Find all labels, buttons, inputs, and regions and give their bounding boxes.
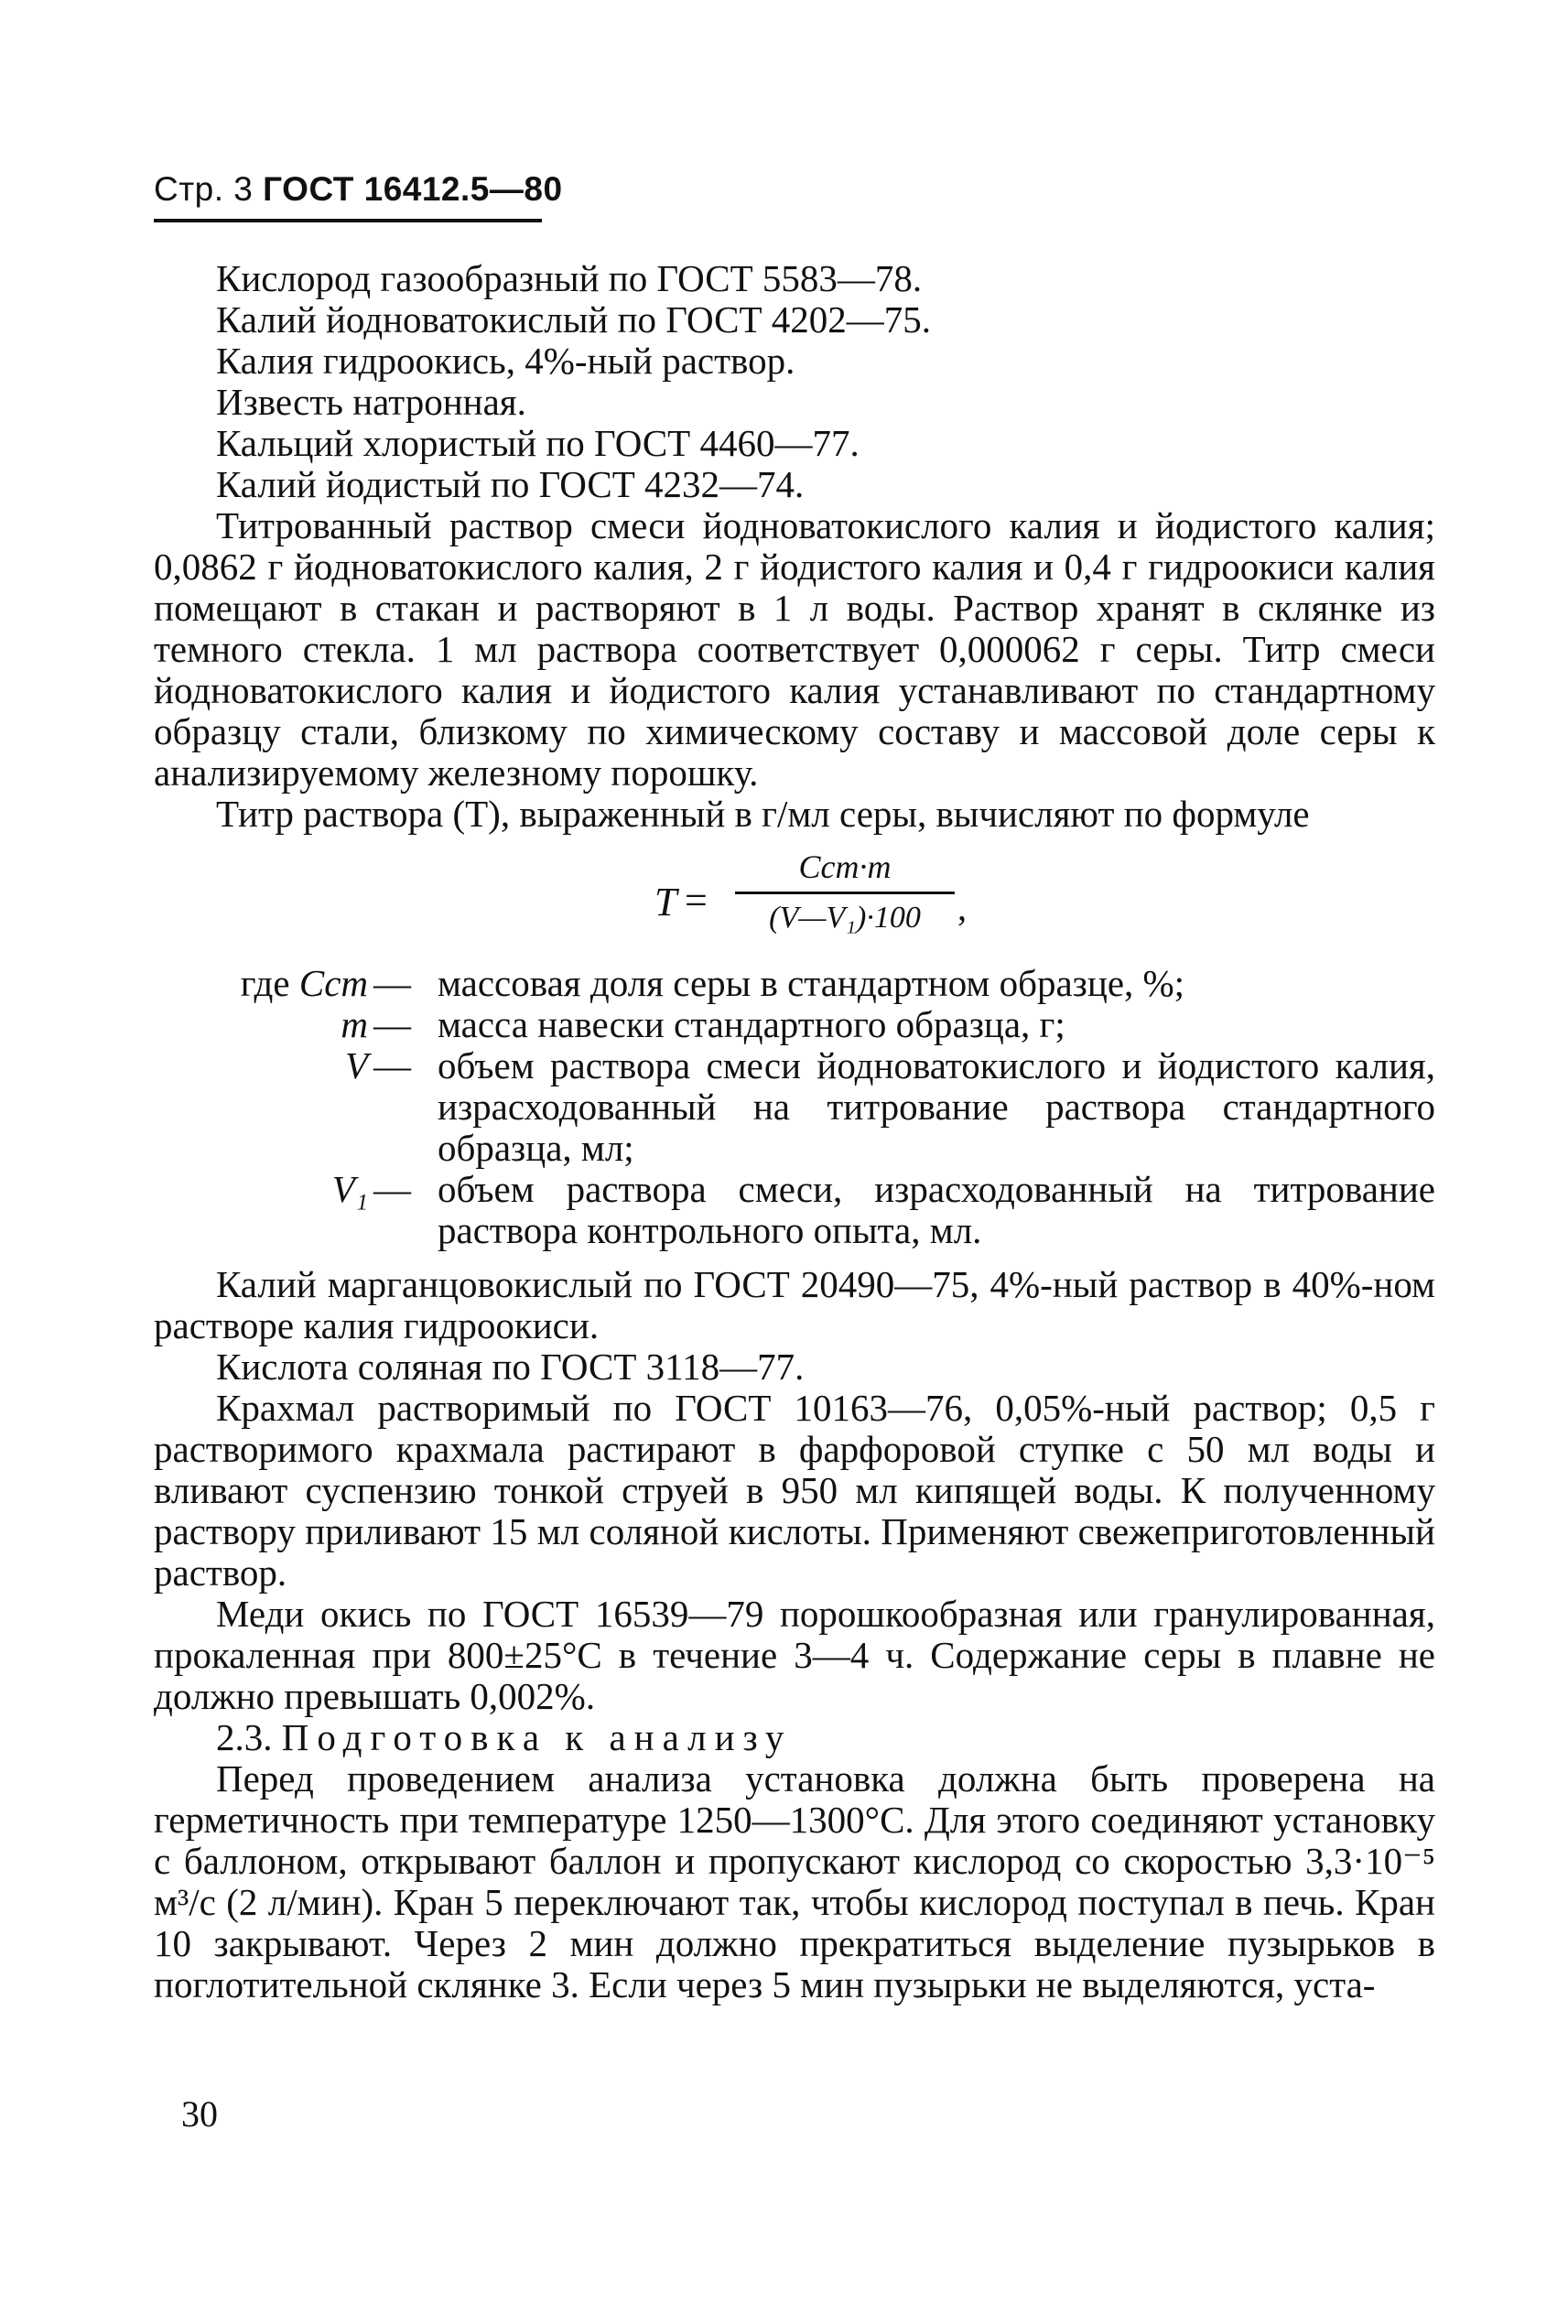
- legend-symbol-text: m: [341, 1003, 368, 1045]
- legend-symbol-text: V₁: [331, 1168, 368, 1210]
- formula-equals: =: [685, 878, 708, 923]
- legend-description: объем раствора смеси йодноватокислого и йодистого калия, израсходованный на титрование раствора стандартного образца, мл;: [438, 1044, 1435, 1169]
- legend-symbol: [154, 1045, 373, 1169]
- legend-dash: —: [373, 1003, 411, 1045]
- legend-description: объем раствора смеси, израсходованный на титрование раствора контрольного опыта, мл.: [438, 1168, 1435, 1251]
- reagent-line: Калия гидроокись, 4%-ный раствор.: [216, 340, 795, 382]
- reagent-line: Известь натронная.: [216, 381, 526, 423]
- formula-lhs: T: [654, 880, 677, 924]
- formula-fraction: [735, 846, 955, 938]
- legend-description: массовая доля серы в стандартном образце, %;: [438, 962, 1185, 1004]
- legend-dash: —: [373, 1044, 411, 1086]
- legend-dash: —: [373, 1168, 411, 1210]
- paragraph-preparation: Перед проведением анализа установка должна быть проверена на герметичность при температуре 1250—1300°С. Для этого соединяют установку с баллоном, открывают баллон и пропускают кислород со скоростью 3,3·10⁻⁵ м³/с (2 л/мин). Кран 5 переключают так, чтобы кислород поступал в печь. Кран 10 закрывают. Через 2 мин должно прекратиться выделение пузырьков в поглотительной склянке 3. Если через 5 мин пузырьки не выделяются, уста-: [154, 1757, 1435, 2005]
- legend-symbol-text: Cст: [298, 962, 368, 1004]
- reagent-line: Калий йодистый по ГОСТ 4232—74.: [216, 463, 805, 505]
- legend-where: где: [240, 962, 290, 1004]
- section-heading: [154, 1717, 1435, 1758]
- fraction-bar: [735, 892, 955, 894]
- section-number: 2.3.: [216, 1716, 273, 1758]
- legend-symbol: [154, 1169, 373, 1251]
- formula-trailing-comma: ,: [957, 887, 967, 928]
- legend-dash: —: [373, 962, 411, 1004]
- reagent-list: [154, 258, 1435, 505]
- running-header: [154, 170, 563, 209]
- formula-legend: [154, 963, 1435, 1251]
- reagent-line: Калий йодноватокислый по ГОСТ 4202—75.: [216, 298, 931, 340]
- legend-row: [154, 1004, 1435, 1045]
- legend-symbol: [154, 1004, 373, 1045]
- paragraph-starch: Крахмал растворимый по ГОСТ 10163—76, 0,05%-ный раствор; 0,5 г растворимого крахмала растирают в фарфоровой ступке с 50 мл воды и вливают суспензию тонкой струей в 950 мл кипящей воды. К полученному раствору приливают 15 мл соляной кислоты. Применяют свежеприготовленный раствор.: [154, 1387, 1435, 1594]
- page-label: Стр. 3: [154, 170, 254, 208]
- reagent-line: Кислород газообразный по ГОСТ 5583—78.: [216, 257, 923, 299]
- reagent-line-hcl: Кислота соляная по ГОСТ 3118—77.: [216, 1346, 805, 1388]
- paragraph-permanganate: Калий марганцовокислый по ГОСТ 20490—75, 4%-ный раствор в 40%-ном растворе калия гидроокиси.: [154, 1263, 1435, 1346]
- legend-row: [154, 1045, 1435, 1169]
- formula-numerator: Cст·m: [798, 849, 892, 885]
- legend-row: [154, 1169, 1435, 1251]
- reagent-line: Кальций хлористый по ГОСТ 4460—77.: [216, 422, 860, 464]
- standard-designation: ГОСТ 16412.5—80: [263, 170, 563, 208]
- legend-row: [154, 963, 1435, 1004]
- paragraph-formula-intro: Титр раствора (T), выраженный в г/мл серы, вычисляют по формуле: [216, 793, 1310, 835]
- titer-formula: [154, 846, 1435, 956]
- legend-description: масса навески стандартного образца, г;: [438, 1003, 1065, 1045]
- paragraph-titrated-solution: Титрованный раствор смеси йодноватокислого калия и йодистого калия; 0,0862 г йодноватокислого калия, 2 г йодистого калия и 0,4 г гидроокиси калия помещают в стакан и растворяют в 1 л воды. Раствор хранят в склянке из темного стекла. 1 мл раствора соответствует 0,000062 г серы. Титр смеси йодноватокислого калия и йодистого калия устанавливают по стандартному образцу стали, близкому по химическому составу и массовой доле серы к анализируемому железному порошку.: [154, 504, 1435, 794]
- paragraph-copper-oxide: Меди окись по ГОСТ 16539—79 порошкообразная или гранулированная, прокаленная при 800±25°С в течение 3—4 ч. Содержание серы в плавне не должно превышать 0,002%.: [154, 1593, 1435, 1717]
- document-body: [154, 258, 1435, 2005]
- section-title: Подготовка к анализу: [281, 1716, 793, 1758]
- legend-symbol-text: V: [344, 1044, 368, 1086]
- header-rule: [154, 219, 542, 222]
- page-number: 30: [181, 2093, 218, 2135]
- legend-symbol: [154, 963, 373, 1004]
- formula-denominator: (V—V₁)·100: [769, 901, 921, 935]
